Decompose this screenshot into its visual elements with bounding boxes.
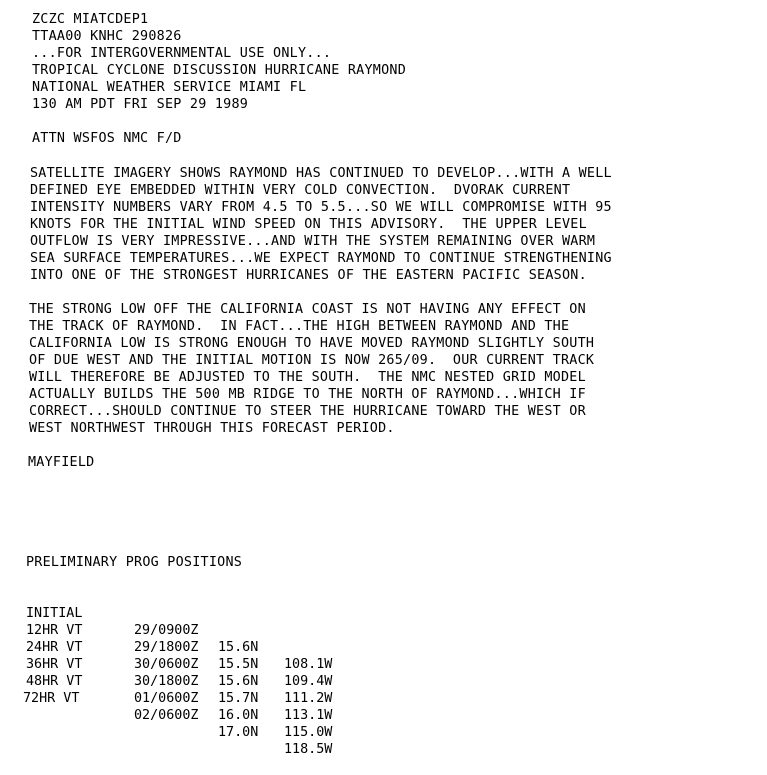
para1-line-1: SATELLITE IMAGERY SHOWS RAYMOND HAS CONTINUED TO DEVELOP...WITH A WELL — [30, 166, 612, 181]
prog-lon: 113.1W — [284, 708, 333, 723]
para2-line-4: OF DUE WEST AND THE INITIAL MOTION IS NOW 265/09. OUR CURRENT TRACK — [29, 353, 595, 368]
prog-lat: 17.0N — [218, 725, 259, 740]
para1-line-5: OUTFLOW IS VERY IMPRESSIVE...AND WITH THE SYSTEM REMAINING OVER WARM — [30, 234, 596, 249]
header-office: NATIONAL WEATHER SERVICE MIAMI FL — [32, 80, 307, 95]
prog-label: 48HR VT — [26, 674, 83, 689]
prog-label: 72HR VT — [23, 691, 80, 706]
header-title: TROPICAL CYCLONE DISCUSSION HURRICANE RAYMOND — [32, 63, 407, 78]
para2-line-3: CALIFORNIA LOW IS STRONG ENOUGH TO HAVE MOVED RAYMOND SLIGHTLY SOUTH — [29, 336, 595, 351]
prog-lat: 16.0N — [218, 708, 259, 723]
prog-time: 02/0600Z — [134, 708, 199, 723]
prog-time: 29/1800Z — [134, 640, 199, 655]
header-line-1: ZCZC MIATCDEP1 — [32, 12, 149, 27]
para1-line-2: DEFINED EYE EMBEDDED WITHIN VERY COLD CONVECTION. DVORAK CURRENT — [30, 183, 571, 198]
prog-lon: 108.1W — [284, 657, 333, 672]
prog-lon: 118.5W — [284, 742, 333, 757]
para2-line-6: ACTUALLY BUILDS THE 500 MB RIDGE TO THE NORTH OF RAYMOND...WHICH IF — [29, 387, 586, 402]
prog-label: INITIAL — [26, 606, 83, 621]
header-line-2: TTAA00 KNHC 290826 — [32, 29, 182, 44]
para2-line-5: WILL THEREFORE BE ADJUSTED TO THE SOUTH. THE NMC NESTED GRID MODEL — [29, 370, 586, 385]
signature: MAYFIELD — [28, 455, 95, 470]
prog-lon: 111.2W — [284, 691, 333, 706]
para2-line-7: CORRECT...SHOULD CONTINUE TO STEER THE HURRICANE TOWARD THE WEST OR — [29, 404, 586, 419]
prog-lon: 109.4W — [284, 674, 333, 689]
prog-lat: 15.6N — [218, 674, 259, 689]
prog-time: 30/0600Z — [134, 657, 199, 672]
para1-line-6: SEA SURFACE TEMPERATURES...WE EXPECT RAYMOND TO CONTINUE STRENGTHENING — [30, 251, 612, 266]
prog-title: PRELIMINARY PROG POSITIONS — [26, 555, 243, 570]
prog-time: 29/0900Z — [134, 623, 199, 638]
prog-label: 24HR VT — [26, 640, 83, 655]
para2-line-2: THE TRACK OF RAYMOND. IN FACT...THE HIGH BETWEEN RAYMOND AND THE — [29, 319, 570, 334]
prog-lat: 15.6N — [218, 640, 259, 655]
para2-line-8: WEST NORTHWEST THROUGH THIS FORECAST PERIOD. — [29, 421, 395, 436]
para1-line-4: KNOTS FOR THE INITIAL WIND SPEED ON THIS ADVISORY. THE UPPER LEVEL — [30, 217, 587, 232]
prog-time: 30/1800Z — [134, 674, 199, 689]
para2-line-1: THE STRONG LOW OFF THE CALIFORNIA COAST IS NOT HAVING ANY EFFECT ON — [29, 302, 586, 317]
prog-lon: 115.0W — [284, 725, 333, 740]
prog-lat: 15.5N — [218, 657, 259, 672]
attn-line: ATTN WSFOS NMC F/D — [32, 131, 182, 146]
header-line-3: ...FOR INTERGOVERNMENTAL USE ONLY... — [32, 46, 332, 61]
para1-line-3: INTENSITY NUMBERS VARY FROM 4.5 TO 5.5...SO WE WILL COMPROMISE WITH 95 — [30, 200, 612, 215]
prog-lat: 15.7N — [218, 691, 259, 706]
header-timestamp: 130 AM PDT FRI SEP 29 1989 — [32, 97, 249, 112]
para1-line-7: INTO ONE OF THE STRONGEST HURRICANES OF THE EASTERN PACIFIC SEASON. — [30, 268, 587, 283]
prog-label: 36HR VT — [26, 657, 83, 672]
prog-label: 12HR VT — [26, 623, 83, 638]
prog-time: 01/0600Z — [134, 691, 199, 706]
